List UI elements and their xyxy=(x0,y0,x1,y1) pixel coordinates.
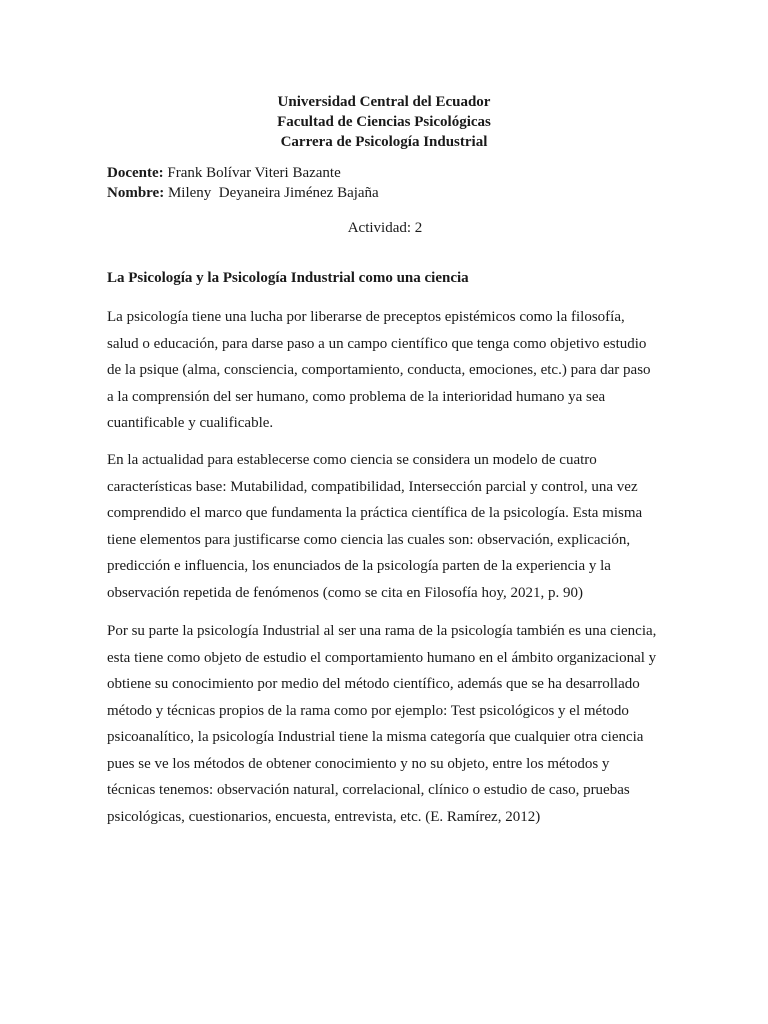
docente-row xyxy=(107,163,379,183)
section-title: La Psicología y la Psicología Industrial como una ciencia xyxy=(107,270,469,286)
paragraph-line: a la comprensión del ser humano, como problema de la interioridad humano ya sea xyxy=(107,388,606,405)
paragraph-line: pues se ve los métodos de obtener conocimiento y no su objeto, entre los métodos y xyxy=(107,755,610,772)
paragraph-line: esta tiene como objeto de estudio el comportamiento humano en el ámbito organizacional y xyxy=(107,649,657,666)
document-header xyxy=(0,92,768,152)
docente-label: Docente: xyxy=(107,165,164,181)
faculty-name: Facultad de Ciencias Psicológicas xyxy=(277,114,491,130)
paragraph-line: salud o educación, para darse paso a un campo científico que tenga como objetivo estudio xyxy=(107,335,647,352)
paragraph-line: tiene elementos para justificarse como ciencia las cuales son: observación, explicación, xyxy=(107,531,631,548)
paragraph-line: psicológicas, cuestionarios, encuesta, entrevista, etc. (E. Ramírez, 2012) xyxy=(107,808,541,825)
nombre-label: Nombre: xyxy=(107,185,165,201)
docente-value: Frank Bolívar Viteri Bazante xyxy=(163,165,341,181)
paragraph-line: cuantificable y cualificable. xyxy=(107,415,274,431)
paragraph-line: En la actualidad para establecerse como ciencia se considera un modelo de cuatro xyxy=(107,452,597,468)
activity-label: Actividad: 2 xyxy=(347,220,423,236)
paragraph-line: predicción e influencia, los enunciados de la psicología parten de la experiencia y la xyxy=(107,558,611,574)
paragraph-line: de la psique (alma, consciencia, comportamiento, conducta, emociones, etc.) para dar paso xyxy=(107,362,651,378)
paragraph-line: obtiene su conocimiento por medio del método científico, además que se ha desarrollado xyxy=(107,676,640,692)
paragraph-3 xyxy=(107,618,667,830)
paragraph-line: La psicología tiene una lucha por liberarse de preceptos epistémicos como la filosofía, xyxy=(107,309,625,325)
activity-heading xyxy=(0,218,768,238)
nombre-row xyxy=(107,183,379,203)
paragraph-line: método y técnicas propios de la rama como por ejemplo: Test psicológicos y el método xyxy=(107,702,629,719)
paragraph-2 xyxy=(107,447,667,606)
university-name: Universidad Central del Ecuador xyxy=(277,94,491,110)
paragraph-line: Por su parte la psicología Industrial al ser una rama de la psicología también es una ciencia, xyxy=(107,623,657,639)
author-info xyxy=(107,163,379,203)
paragraph-1 xyxy=(107,304,667,437)
career-name: Carrera de Psicología Industrial xyxy=(280,134,488,150)
nombre-value: Mileny Deyaneira Jiménez Bajaña xyxy=(164,185,379,201)
paragraph-line: observación repetida de fenómenos (como se cita en Filosofía hoy, 2021, p. 90) xyxy=(107,584,583,601)
paragraph-line: características base: Mutabilidad, compatibilidad, Intersección parcial y control, una vez xyxy=(107,478,638,495)
paragraph-line: psicoanalítico, la psicología Industrial tiene la misma categoría que cualquier otra ciencia xyxy=(107,729,644,745)
paragraph-line: técnicas tenemos: observación natural, correlacional, clínico o estudio de caso, pruebas xyxy=(107,782,630,798)
paragraph-line: comprendido el marco que fundamenta la práctica científica de la psicología. Esta misma xyxy=(107,505,643,521)
